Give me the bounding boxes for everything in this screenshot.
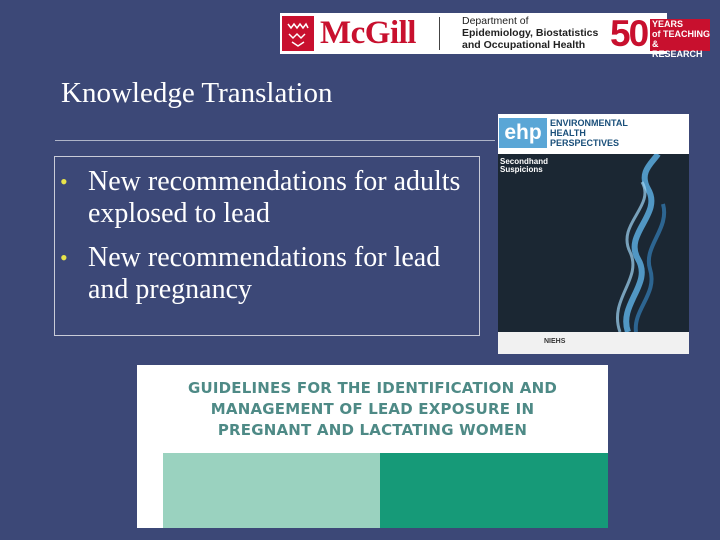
bullet-item xyxy=(60,242,480,306)
anniversary-number: 50 xyxy=(610,13,648,54)
guidelines-dark-block xyxy=(380,453,608,528)
anniversary-label xyxy=(650,19,710,59)
smoke-artwork-icon xyxy=(558,154,689,332)
bullet-text: New recommendations for adults explosed to lead xyxy=(88,166,461,229)
banner-divider xyxy=(439,17,440,50)
mcgill-logo: McGill xyxy=(320,15,416,51)
department-line-3: and Occupational Health xyxy=(462,39,586,51)
mcgill-crest-icon xyxy=(282,16,314,51)
cover-artwork xyxy=(498,154,689,332)
guidelines-title: GUIDELINES FOR THE IDENTIFICATION AND MANAGEMENT OF LEAD EXPOSURE IN PREGNANT AND LACTATING WOMEN xyxy=(187,379,558,439)
bullet-dot-icon: • xyxy=(60,245,68,270)
journal-title: ENVIRONMENTAL HEALTH PERSPECTIVES xyxy=(550,118,628,148)
guidelines-light-block xyxy=(163,453,380,528)
bullet-text: New recommendations for lead and pregnancy xyxy=(88,242,441,305)
slide-title: Knowledge Translation xyxy=(61,77,333,109)
guidelines-cover-image xyxy=(137,365,608,528)
ehp-logo: ehp xyxy=(499,118,547,148)
title-underline xyxy=(55,140,495,141)
bullet-dot-icon: • xyxy=(60,169,68,194)
header-banner xyxy=(280,13,710,59)
anniversary-line-1: YEARS xyxy=(652,19,684,29)
publisher-logo: NIEHS xyxy=(544,338,566,345)
cover-footer xyxy=(498,332,689,354)
bullet-list xyxy=(60,166,480,318)
department-line-2: Epidemiology, Biostatistics xyxy=(462,27,599,39)
bullet-item xyxy=(60,166,480,230)
department-name xyxy=(462,15,598,51)
anniversary-line-3: & RESEARCH xyxy=(652,39,703,59)
department-line-1: Department of xyxy=(462,15,529,27)
journal-cover-image xyxy=(498,114,689,354)
cover-contents: Secondhand Suspicions xyxy=(500,157,549,174)
anniversary-line-2: of TEACHING xyxy=(652,29,710,39)
